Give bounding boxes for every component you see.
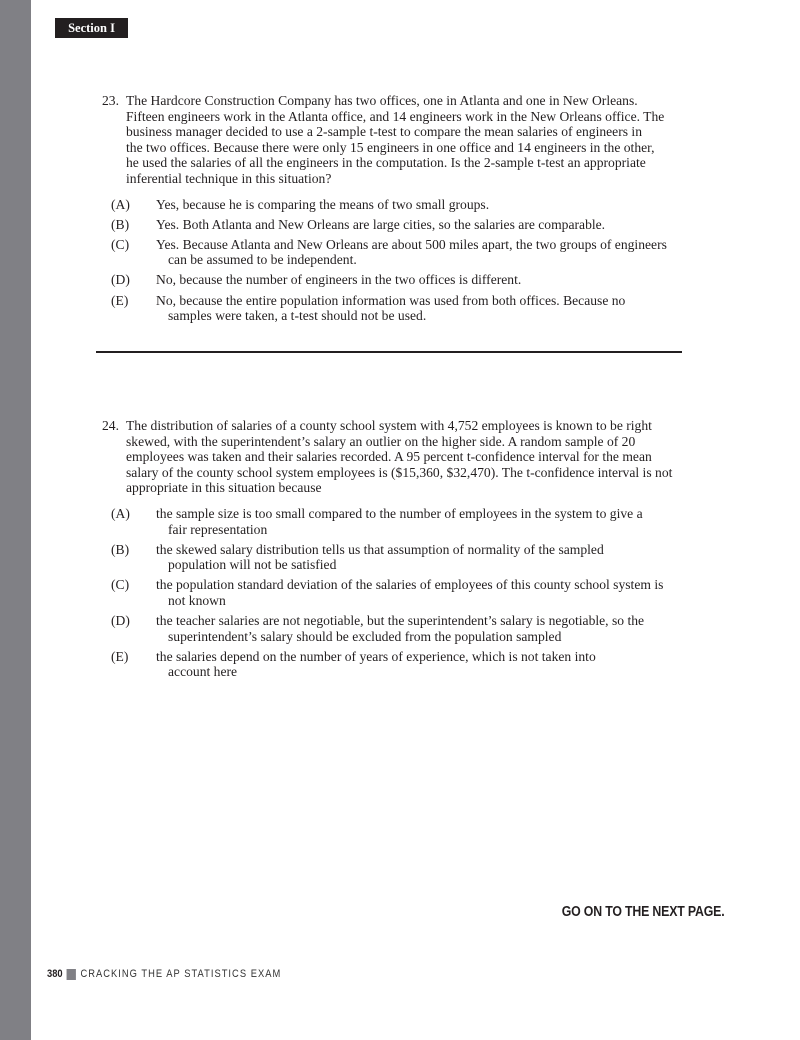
answer-option <box>102 217 702 233</box>
option-line: the skewed salary distribution tells us that assumption of normality of the sampled <box>156 541 604 557</box>
option-line: not known <box>168 592 226 608</box>
option-line: superintendent’s salary should be excluded from the population sampled <box>168 628 562 644</box>
question-number: 23. <box>102 93 119 108</box>
option-text <box>156 293 702 324</box>
option-label: (A) <box>111 196 130 212</box>
option-line: No, because the entire population information was used from both offices. Because no <box>156 292 626 308</box>
option-line: Yes, because he is comparing the means of two small groups. <box>156 196 490 212</box>
answer-option <box>102 577 702 608</box>
option-text <box>156 613 702 644</box>
option-line: the population standard deviation of the salaries of employees of this county school system is <box>156 577 664 593</box>
option-line: samples were taken, a t-test should not be used. <box>168 308 427 324</box>
option-label: (D) <box>111 613 130 629</box>
answer-option <box>102 542 702 573</box>
answer-option <box>102 237 702 268</box>
option-label: (B) <box>111 216 130 232</box>
page-edge-bar <box>0 0 31 1040</box>
option-line: Yes. Because Atlanta and New Orleans are about 500 miles apart, the two groups of engineers <box>156 236 667 252</box>
option-text <box>156 237 702 268</box>
option-text <box>156 272 702 288</box>
option-label: (C) <box>111 577 130 593</box>
book-title: CRACKING THE AP STATISTICS EXAM <box>80 968 282 980</box>
divider <box>96 351 682 353</box>
option-text <box>156 197 702 213</box>
go-on-next-page: GO ON TO THE NEXT PAGE. <box>561 904 724 920</box>
option-label: (E) <box>111 648 129 664</box>
option-text <box>156 577 702 608</box>
stem-line: appropriate in this situation because <box>126 480 322 496</box>
answer-option <box>102 272 702 288</box>
option-label: (B) <box>111 541 130 557</box>
page-number: 380 <box>47 968 63 980</box>
stem-line: the two offices. Because there were only 15 engineers in one office and 14 engineers in the other, <box>126 139 655 155</box>
option-text <box>156 542 702 573</box>
option-text <box>156 506 702 537</box>
stem-line: The distribution of salaries of a county school system with 4,752 employees is known to be right <box>126 418 652 433</box>
option-line: the teacher salaries are not negotiable, but the superintendent’s salary is negotiable, so the <box>156 613 645 629</box>
option-label: (E) <box>111 292 129 308</box>
section-badge: Section I <box>55 18 128 38</box>
stem-line: skewed, with the superintendent’s salary an outlier on the higher side. A random sample of 20 <box>126 433 636 449</box>
option-line: population will not be satisfied <box>168 557 337 573</box>
question-number: 24. <box>102 418 119 433</box>
stem-line: inferential technique in this situation? <box>126 170 332 186</box>
stem-line: business manager decided to use a 2-sample t-test to compare the mean salaries of engineers in <box>126 124 643 140</box>
answer-option <box>102 293 702 324</box>
answer-options <box>102 197 702 324</box>
option-line: can be assumed to be independent. <box>168 252 357 268</box>
option-text <box>156 649 702 680</box>
stem-line: employees was taken and their salaries recorded. A 95 percent t-confidence interval for the mean <box>126 449 652 465</box>
question-23 <box>102 93 702 328</box>
option-line: No, because the number of engineers in the two offices is different. <box>156 272 522 288</box>
option-line: Yes. Both Atlanta and New Orleans are large cities, so the salaries are comparable. <box>156 216 606 232</box>
option-line: fair representation <box>168 521 268 537</box>
option-label: (D) <box>111 272 130 288</box>
stem-line: The Hardcore Construction Company has two offices, one in Atlanta and one in New Orleans. <box>126 93 638 108</box>
answer-option <box>102 613 702 644</box>
option-label: (C) <box>111 236 130 252</box>
option-line: the salaries depend on the number of years of experience, which is not taken into <box>156 648 596 664</box>
stem-line: Fifteen engineers work in the Atlanta office, and 14 engineers work in the New Orleans office. The <box>126 108 665 124</box>
answer-options <box>102 506 702 680</box>
answer-option <box>102 649 702 680</box>
stem-line: salary of the county school system employees is ($15,360, $32,470). The t-confidence interval is not <box>126 464 673 480</box>
question-24 <box>102 418 702 684</box>
question-stem <box>126 93 702 187</box>
option-label: (A) <box>111 505 130 521</box>
question-stem <box>126 418 702 496</box>
footer <box>47 968 281 980</box>
option-line: the sample size is too small compared to the number of employees in the system to give a <box>156 505 643 521</box>
stem-line: he used the salaries of all the engineers in the computation. Is the 2-sample t-test an appropriate <box>126 155 646 171</box>
answer-option <box>102 197 702 213</box>
answer-option <box>102 506 702 537</box>
option-line: account here <box>168 664 238 680</box>
option-text <box>156 217 702 233</box>
footer-square-icon <box>67 969 76 980</box>
